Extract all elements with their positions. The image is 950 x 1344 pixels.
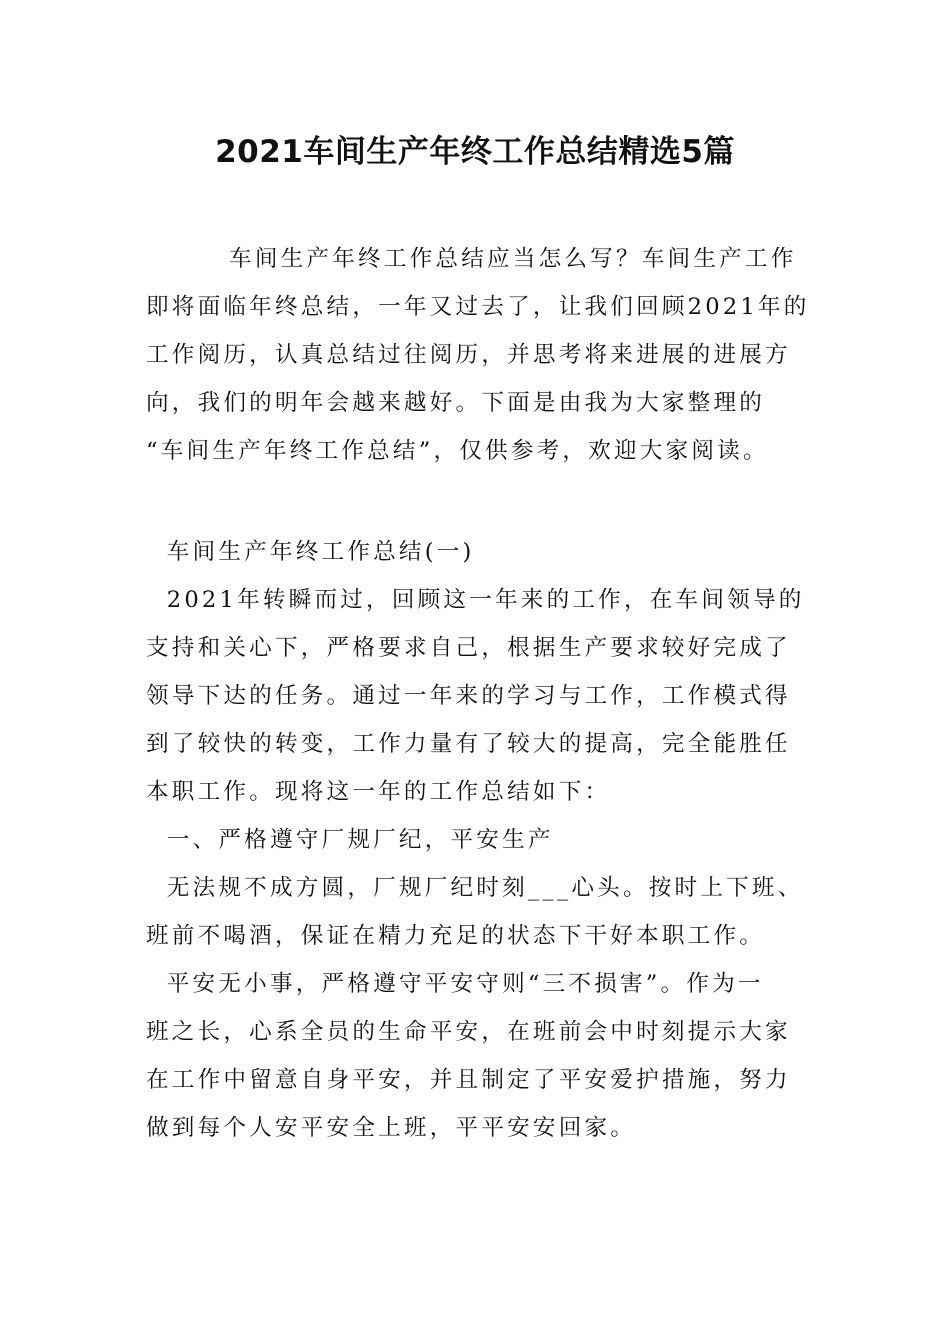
text-line: 做到每个人安平安全上班，平平安安回家。 (146, 1115, 637, 1141)
text-line: 支持和关心下，严格要求自己，根据生产要求较好完成了 (146, 635, 791, 661)
subsection-heading: 一、严格遵守厂规厂纪，平安生产 (146, 827, 554, 853)
text-line: 班之长，心系全员的生命平安，在班前会中时刻提示大家 (146, 1019, 791, 1045)
intro-paragraph (146, 235, 810, 475)
section-one (146, 528, 806, 1152)
text-line: 到了较快的转变，工作力量有了较大的提高，完全能胜任 (146, 731, 791, 757)
document-title: 2021车间生产年终工作总结精选5篇 (215, 134, 735, 170)
text-line: 向，我们的明年会越来越好。下面是由我为大家整理的 (146, 390, 766, 416)
text-line: 平安无小事，严格遵守平安守则“三不损害”。作为一 (146, 971, 764, 997)
text-line: 即将面临年终总结，一年又过去了，让我们回顾2021年的 (146, 294, 810, 320)
section-heading: 车间生产年终工作总结(一) (146, 539, 475, 565)
text-line: 2021年转瞬而过，回顾这一年来的工作，在车间领导的 (146, 587, 805, 613)
text-line: 本职工作。现将这一年的工作总结如下： (146, 779, 611, 805)
text-line: 工作阅历，认真总结过往阅历，并思考将来进展的进展方 (146, 342, 791, 368)
text-line: 无法规不成方圆，厂规厂纪时刻___心头。按时上下班、 (146, 875, 804, 901)
text-line: 班前不喝酒，保证在精力充足的状态下干好本职工作。 (146, 923, 766, 949)
text-line: 车间生产年终工作总结应当怎么写？车间生产工作 (146, 246, 797, 272)
text-line: 领导下达的任务。通过一年来的学习与工作，工作模式得 (146, 683, 791, 709)
text-line: “车间生产年终工作总结”，仅供参考，欢迎大家阅读。 (146, 438, 769, 464)
text-line: 在工作中留意自身平安，并且制定了平安爱护措施，努力 (146, 1067, 791, 1093)
